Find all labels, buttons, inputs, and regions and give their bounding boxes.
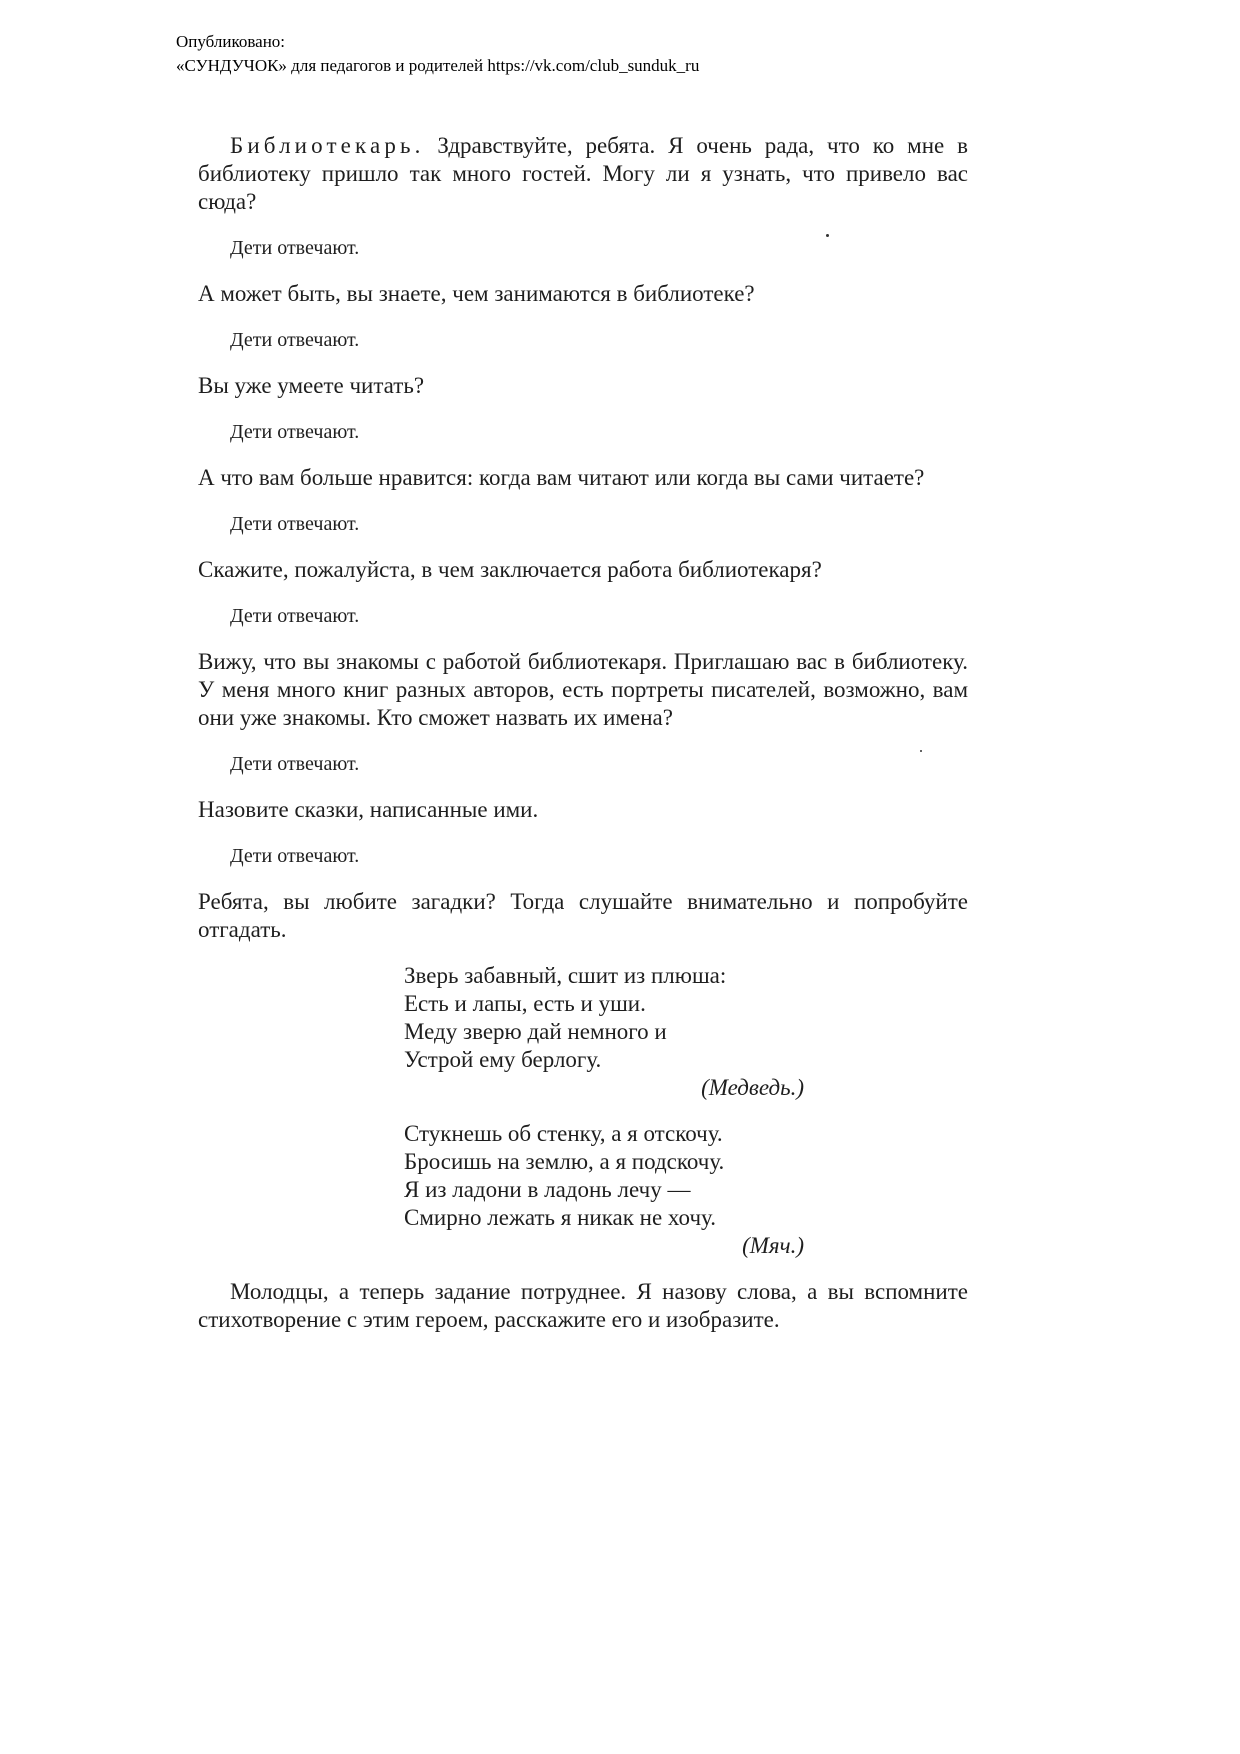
document-body	[198, 132, 968, 1352]
paragraph: Скажите, пожалуйста, в чем заключается работа библиотекаря?	[198, 557, 822, 582]
paragraph-intro-text: Здравствуйте, ребята. Я очень рада, что ко мне в библиотеку пришло так много гостей. Могу ли я узнать, что привело вас сюда?	[198, 133, 968, 214]
paragraph-intro	[198, 132, 968, 216]
paragraph: Ребята, вы любите загадки? Тогда слушайте внимательно и попробуйте отгадать.	[198, 889, 968, 942]
scan-speck	[826, 234, 829, 237]
riddle-answer: (Медведь.)	[701, 1075, 804, 1100]
stage-direction: Дети отвечают.	[230, 237, 360, 259]
published-label: Опубликовано:	[176, 32, 286, 51]
riddle-bear	[404, 962, 804, 1102]
riddle-line: Бросишь на землю, а я подскочу.	[404, 1149, 725, 1174]
riddle-line: Смирно лежать я никак не хочу.	[404, 1205, 716, 1230]
stage-direction: Дети отвечают.	[230, 845, 360, 867]
speaker-name: Библиотекарь.	[230, 133, 425, 158]
scan-speck	[920, 750, 922, 752]
paragraph-task: Молодцы, а теперь задание потруднее. Я назову слова, а вы вспомните стихотворение с этим героем, расскажите его и изобразите.	[198, 1279, 968, 1332]
paragraph: А может быть, вы знаете, чем занимаются в библиотеке?	[198, 281, 755, 306]
stage-direction: Дети отвечают.	[230, 513, 360, 535]
stage-direction: Дети отвечают.	[230, 329, 360, 351]
paragraph: Назовите сказки, написанные ими.	[198, 797, 539, 822]
riddle-line: Я из ладони в ладонь лечу —	[404, 1177, 691, 1202]
riddle-line: Стукнешь об стенку, а я отскочу.	[404, 1121, 723, 1146]
stage-direction: Дети отвечают.	[230, 753, 360, 775]
riddle-line: Зверь забавный, сшит из плюша:	[404, 963, 727, 988]
riddle-line: Устрой ему берлогу.	[404, 1047, 602, 1072]
source-line: «СУНДУЧОК» для педагогов и родителей https://vk.com/club_sunduk_ru	[176, 56, 700, 75]
riddle-line: Есть и лапы, есть и уши.	[404, 991, 646, 1016]
publication-header	[176, 30, 699, 78]
paragraph: Вы уже умеете читать?	[198, 373, 425, 398]
riddle-answer: (Мяч.)	[742, 1233, 804, 1258]
stage-direction: Дети отвечают.	[230, 421, 360, 443]
stage-direction: Дети отвечают.	[230, 605, 360, 627]
paragraph: А что вам больше нравится: когда вам читают или когда вы сами читаете?	[198, 465, 925, 490]
riddle-line: Меду зверю дай немного и	[404, 1019, 667, 1044]
paragraph: Вижу, что вы знакомы с работой библиотекаря. Приглашаю вас в библиотеку. У меня много книг разных авторов, есть портреты писателей, возможно, вам они уже знакомы. Кто сможет назвать их имена?	[198, 649, 968, 730]
riddle-ball	[404, 1120, 804, 1260]
